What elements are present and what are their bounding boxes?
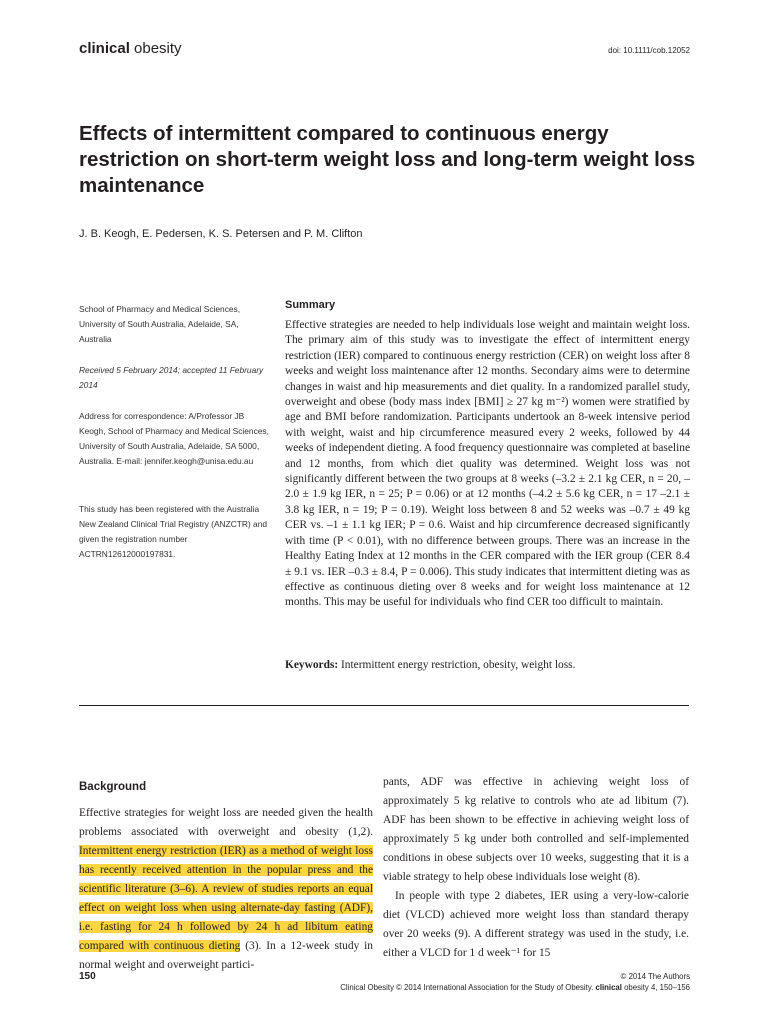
affiliation-note: School of Pharmacy and Medical Sciences, University of South Australia, Adelaide, SA, Australia bbox=[79, 304, 241, 344]
keywords-label: Keywords: bbox=[285, 659, 339, 671]
summary-heading: Summary bbox=[285, 299, 336, 311]
background-column-right bbox=[383, 773, 689, 963]
highlighted-passage: Intermittent energy restriction (IER) as a method of weight loss has recently received attention in the popular press and the scientific literature (3–6). A review of studies reports an equal effect on weight loss when using alternate-day fasting (ADF), i.e. fasting for 24 h followed by 24 h ad libitum eating compared with continuous dieting bbox=[79, 845, 373, 952]
journal-name-bold: clinical bbox=[79, 40, 130, 57]
background-paragraph-diabetes: In people with type 2 diabetes, IER using a very-low-calorie diet (VLCD) achieved more weight loss than standard therapy over 20 weeks (9). A different strategy was used in the study, i.e. either a VLCD for 1 d week⁻¹ for 15 bbox=[383, 890, 689, 959]
keywords-list: Intermittent energy restriction, obesity, weight loss. bbox=[341, 659, 576, 671]
summary-text: Effective strategies are needed to help individuals lose weight and maintain weight loss. The primary aim of this study was to investigate the effect of intermittent energy restriction (IER) compared to continuous energy restriction (CER) on weight loss after 8 weeks and weight loss maintenance after 12 months. Secondary aims were to determine changes in waist and hip measurements and diet quality. In a randomized parallel study, overweight and obese (body mass index [BMI] ≥ 27 kg m⁻²) women were stratified by age and BMI before randomization. Participants undertook an 8-week intensive period with weight, waist and hip circumference measured every 2 weeks, followed by 44 weeks of independent dieting. A food frequency questionnaire was completed at baseline and 12 months, from which diet quality was determined. Weight loss was not significantly different between the two groups at 8 weeks (–3.2 ± 2.1 kg CER, n = 20, –2.0 ± 1.9 kg IER, n = 25; P = 0.06) or at 12 months (–4.2 ± 5.6 kg CER, n = 17 –2.1 ± 3.8 kg IER, n = 19; P = 0.19). Weight loss between 8 and 52 weeks was –0.7 ± 49 kg CER vs. –1 ± 1.1 kg IER; P = 0.6. Waist and hip circumference decreased significantly with time (P < 0.01), with no difference between groups. There was an increase in the Healthy Eating Index at 12 months in the CER compared with the IER group (CER 8.4 ± 9.1 vs. IER –0.3 ± 8.4, P = 0.006). This study indicates that intermittent dieting was as effective as continuous dieting over 8 weeks and for weight loss maintenance at 12 months. This may be useful for individuals who find CER too difficult to maintain. bbox=[285, 319, 690, 609]
correspondence-address: Address for correspondence: A/Professor JB Keogh, School of Pharmacy and Medical Sciences, University of South Australia, Adelaide, SA 5000, Australia. E-mail: jennifer.keogh@unisa.edu.au bbox=[79, 411, 269, 466]
background-column-left bbox=[79, 804, 373, 975]
citation-suffix: obesity 4, 150–156 bbox=[624, 983, 690, 992]
doi-link[interactable]: doi: 10.1111/cob.12052 bbox=[608, 46, 690, 55]
background-intro-text: Effective strategies for weight loss are needed given the health problems associated with overweight and obesity (1,2). bbox=[79, 807, 373, 838]
background-heading: Background bbox=[79, 781, 147, 793]
section-divider bbox=[79, 705, 689, 706]
citation-prefix: Clinical Obesity © 2014 International Association for the Study of Obesity. bbox=[340, 983, 594, 992]
background-paragraph-adf: pants, ADF was effective in achieving weight loss of approximately 5 kg relative to controls who ate ad libitum (7). ADF has been shown to be effective in achieving weight loss of approximately 5 kg under both controlled and self-implemented conditions in obese subjects over 10 weeks, suggesting that it is a viable strategy to help obese individuals lose weight (8). bbox=[383, 776, 689, 883]
page-number: 150 bbox=[79, 971, 96, 982]
trial-registration-note: This study has been registered with the Australia New Zealand Clinical Trial Registry (ANZCTR) and given the registration number ACTRN12612000197831. bbox=[79, 504, 268, 559]
journal-name-rest: obesity bbox=[134, 40, 182, 57]
keywords-line bbox=[285, 658, 690, 673]
citation-journal-bold: clinical bbox=[595, 983, 622, 992]
background-continuation-text: (3). In a 12-week study in normal weight and overweight partici- bbox=[79, 940, 373, 971]
article-title: Effects of intermittent compared to continuous energy restriction on short-term weight loss and long-term weight loss maintenance bbox=[79, 122, 696, 197]
received-dates: Received 5 February 2014; accepted 11 February 2014 bbox=[79, 365, 264, 390]
copyright-notice: © 2014 The Authors bbox=[620, 972, 690, 981]
author-list: J. B. Keogh, E. Pedersen, K. S. Petersen and P. M. Clifton bbox=[79, 228, 363, 240]
journal-name bbox=[79, 40, 182, 57]
journal-citation bbox=[340, 983, 690, 992]
